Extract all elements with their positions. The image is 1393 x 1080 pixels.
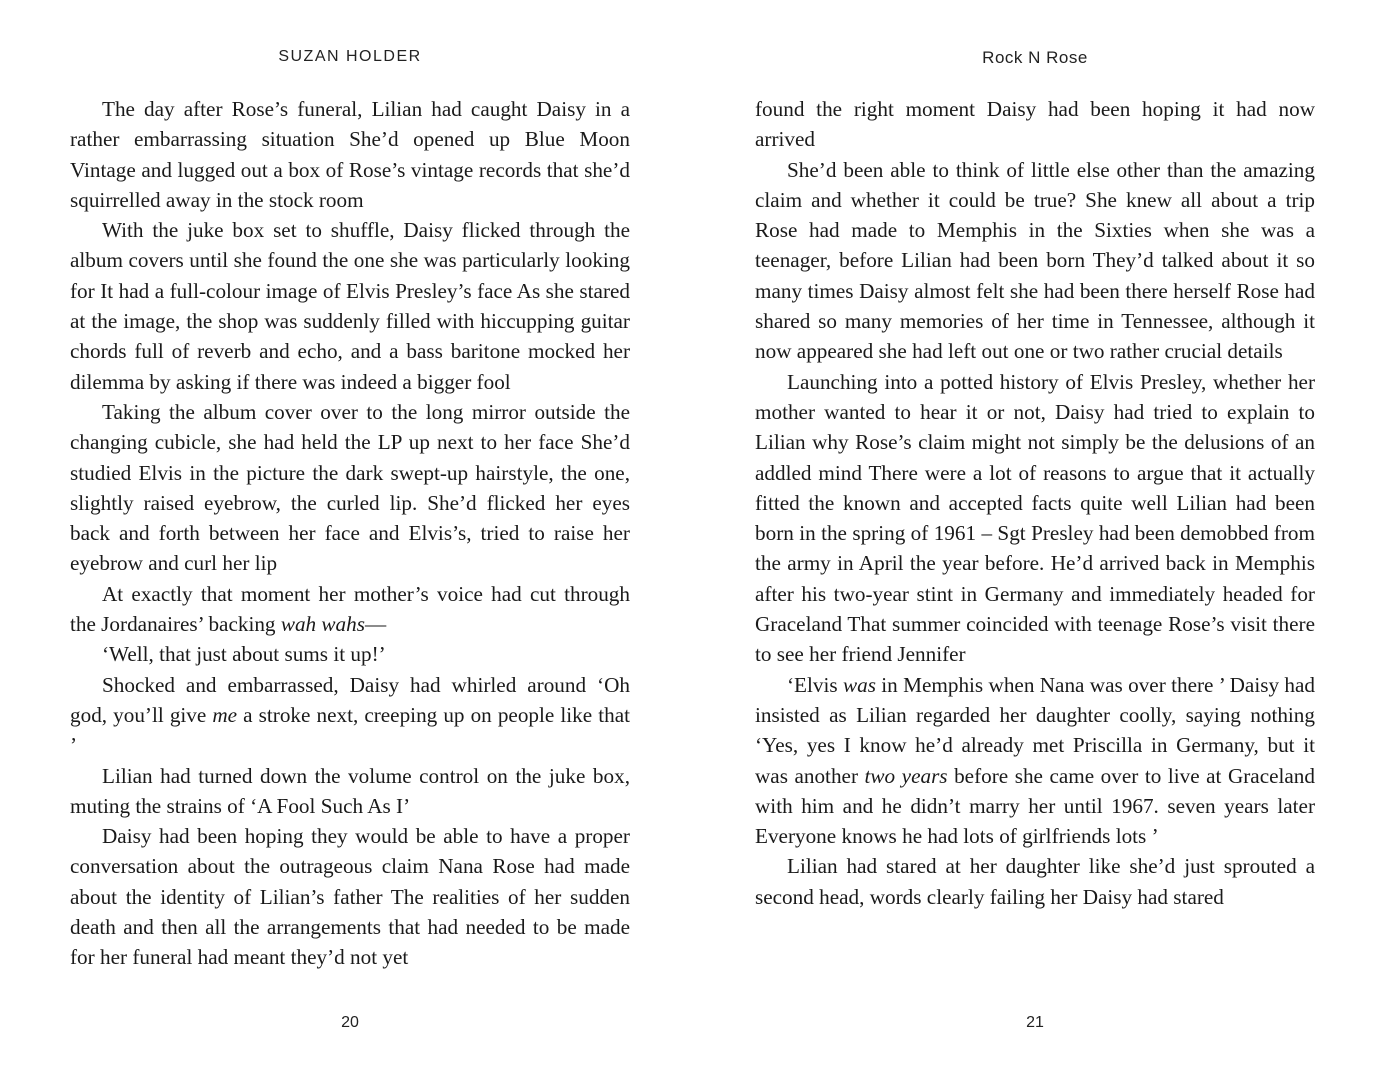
paragraph: With the juke box set to shuffle, Daisy flicked through the album covers until she found the one she was particularly looking for It had a full-colour image of Elvis Presley’s face As she stared at the image, the shop was suddenly filled with hiccupping guitar chords full of reverb and echo, and a bass baritone mocked her dilemma by asking if there was indeed a bigger fool	[70, 218, 630, 394]
paragraph: Lilian had stared at her daughter like she’d just sprouted a second head, words clearly failing her Daisy had stared	[755, 854, 1315, 909]
paragraph: At exactly that moment her mother’s voice had cut through the Jordanaires’ backing wah wahs—	[70, 581, 630, 637]
paragraph: Lilian had turned down the volume control on the juke box, muting the strains of ‘A Fool Such As I’	[70, 763, 630, 818]
paragraph: Launching into a potted history of Elvis Presley, whether her mother wanted to hear it or not, Daisy had tried to explain to Lilian why Rose’s claim might not simply be the delusions of an addled mind There were a lot of reasons to argue that it actually fitted the known and accepted facts quite well Lilian had been born in the spring of 1961 – Sgt Presley had been demobbed from the army in April the year before. He’d arrived back in Memphis after his two-year stint in Germany and immediately headed for Graceland That summer coincided with teenage Rose’s visit there to see her friend Jennifer	[755, 369, 1315, 667]
paragraph: The day after Rose’s funeral, Lilian had caught Daisy in a rather embarrassing situation She’d opened up Blue Moon Vintage and lugged out a box of Rose’s vintage records that she’d squirrelled away in the stock room	[70, 97, 630, 212]
right-page	[755, 0, 1315, 1080]
paragraph: ‘Elvis was in Memphis when Nana was over there ’ Daisy had insisted as Lilian regarded her daughter coolly, saying nothing ‘Yes, yes I know he’d already met Priscilla in Germany, but it was another two years before she came over to live at Graceland with him and he didn’t marry her until 1967. seven years later Everyone knows he had lots of girlfriends lots ’	[755, 672, 1315, 849]
paragraph-continuation: found the right moment Daisy had been hoping it had now arrived	[755, 97, 1315, 152]
left-page-body	[70, 94, 630, 973]
left-page	[70, 0, 630, 1080]
paragraph: Daisy had been hoping they would be able to have a proper conversation about the outrageous claim Nana Rose had made about the identity of Lilian’s father The realities of her sudden death and then all the arrangements that had needed to be made for her funeral had meant they’d not yet	[70, 824, 630, 970]
page-number: 21	[1026, 1014, 1044, 1031]
right-page-body	[755, 94, 1315, 912]
emphasis: me	[212, 702, 238, 727]
running-head-title: Rock N Rose	[982, 48, 1088, 67]
paragraph: ‘Well, that just about sums it up!’	[102, 642, 386, 667]
page-number: 20	[341, 1014, 359, 1031]
running-head-author: SUZAN HOLDER	[278, 48, 422, 65]
paragraph: She’d been able to think of little else other than the amazing claim and whether it could be true? She knew all about a trip Rose had made to Memphis in the Sixties when she was a teenager, before Lilian had been born They’d talked about it so many times Daisy almost felt she had been there herself Rose had shared so many memories of her time in Tennessee, although it now appeared she had left out one or two rather crucial details	[755, 157, 1315, 364]
paragraph: Taking the album cover over to the long mirror outside the changing cubicle, she had held the LP up next to her face She’d studied Elvis in the picture the dark swept-up hairstyle, the one, slightly raised eyebrow, the curled lip. She’d flicked her eyes back and forth between her face and Elvis’s, tried to raise her eyebrow and curl her lip	[70, 399, 630, 576]
paragraph: Shocked and embarrassed, Daisy had whirled around ‘Oh god, you’ll give me a stroke next, creeping up on people like that ’	[70, 672, 630, 758]
